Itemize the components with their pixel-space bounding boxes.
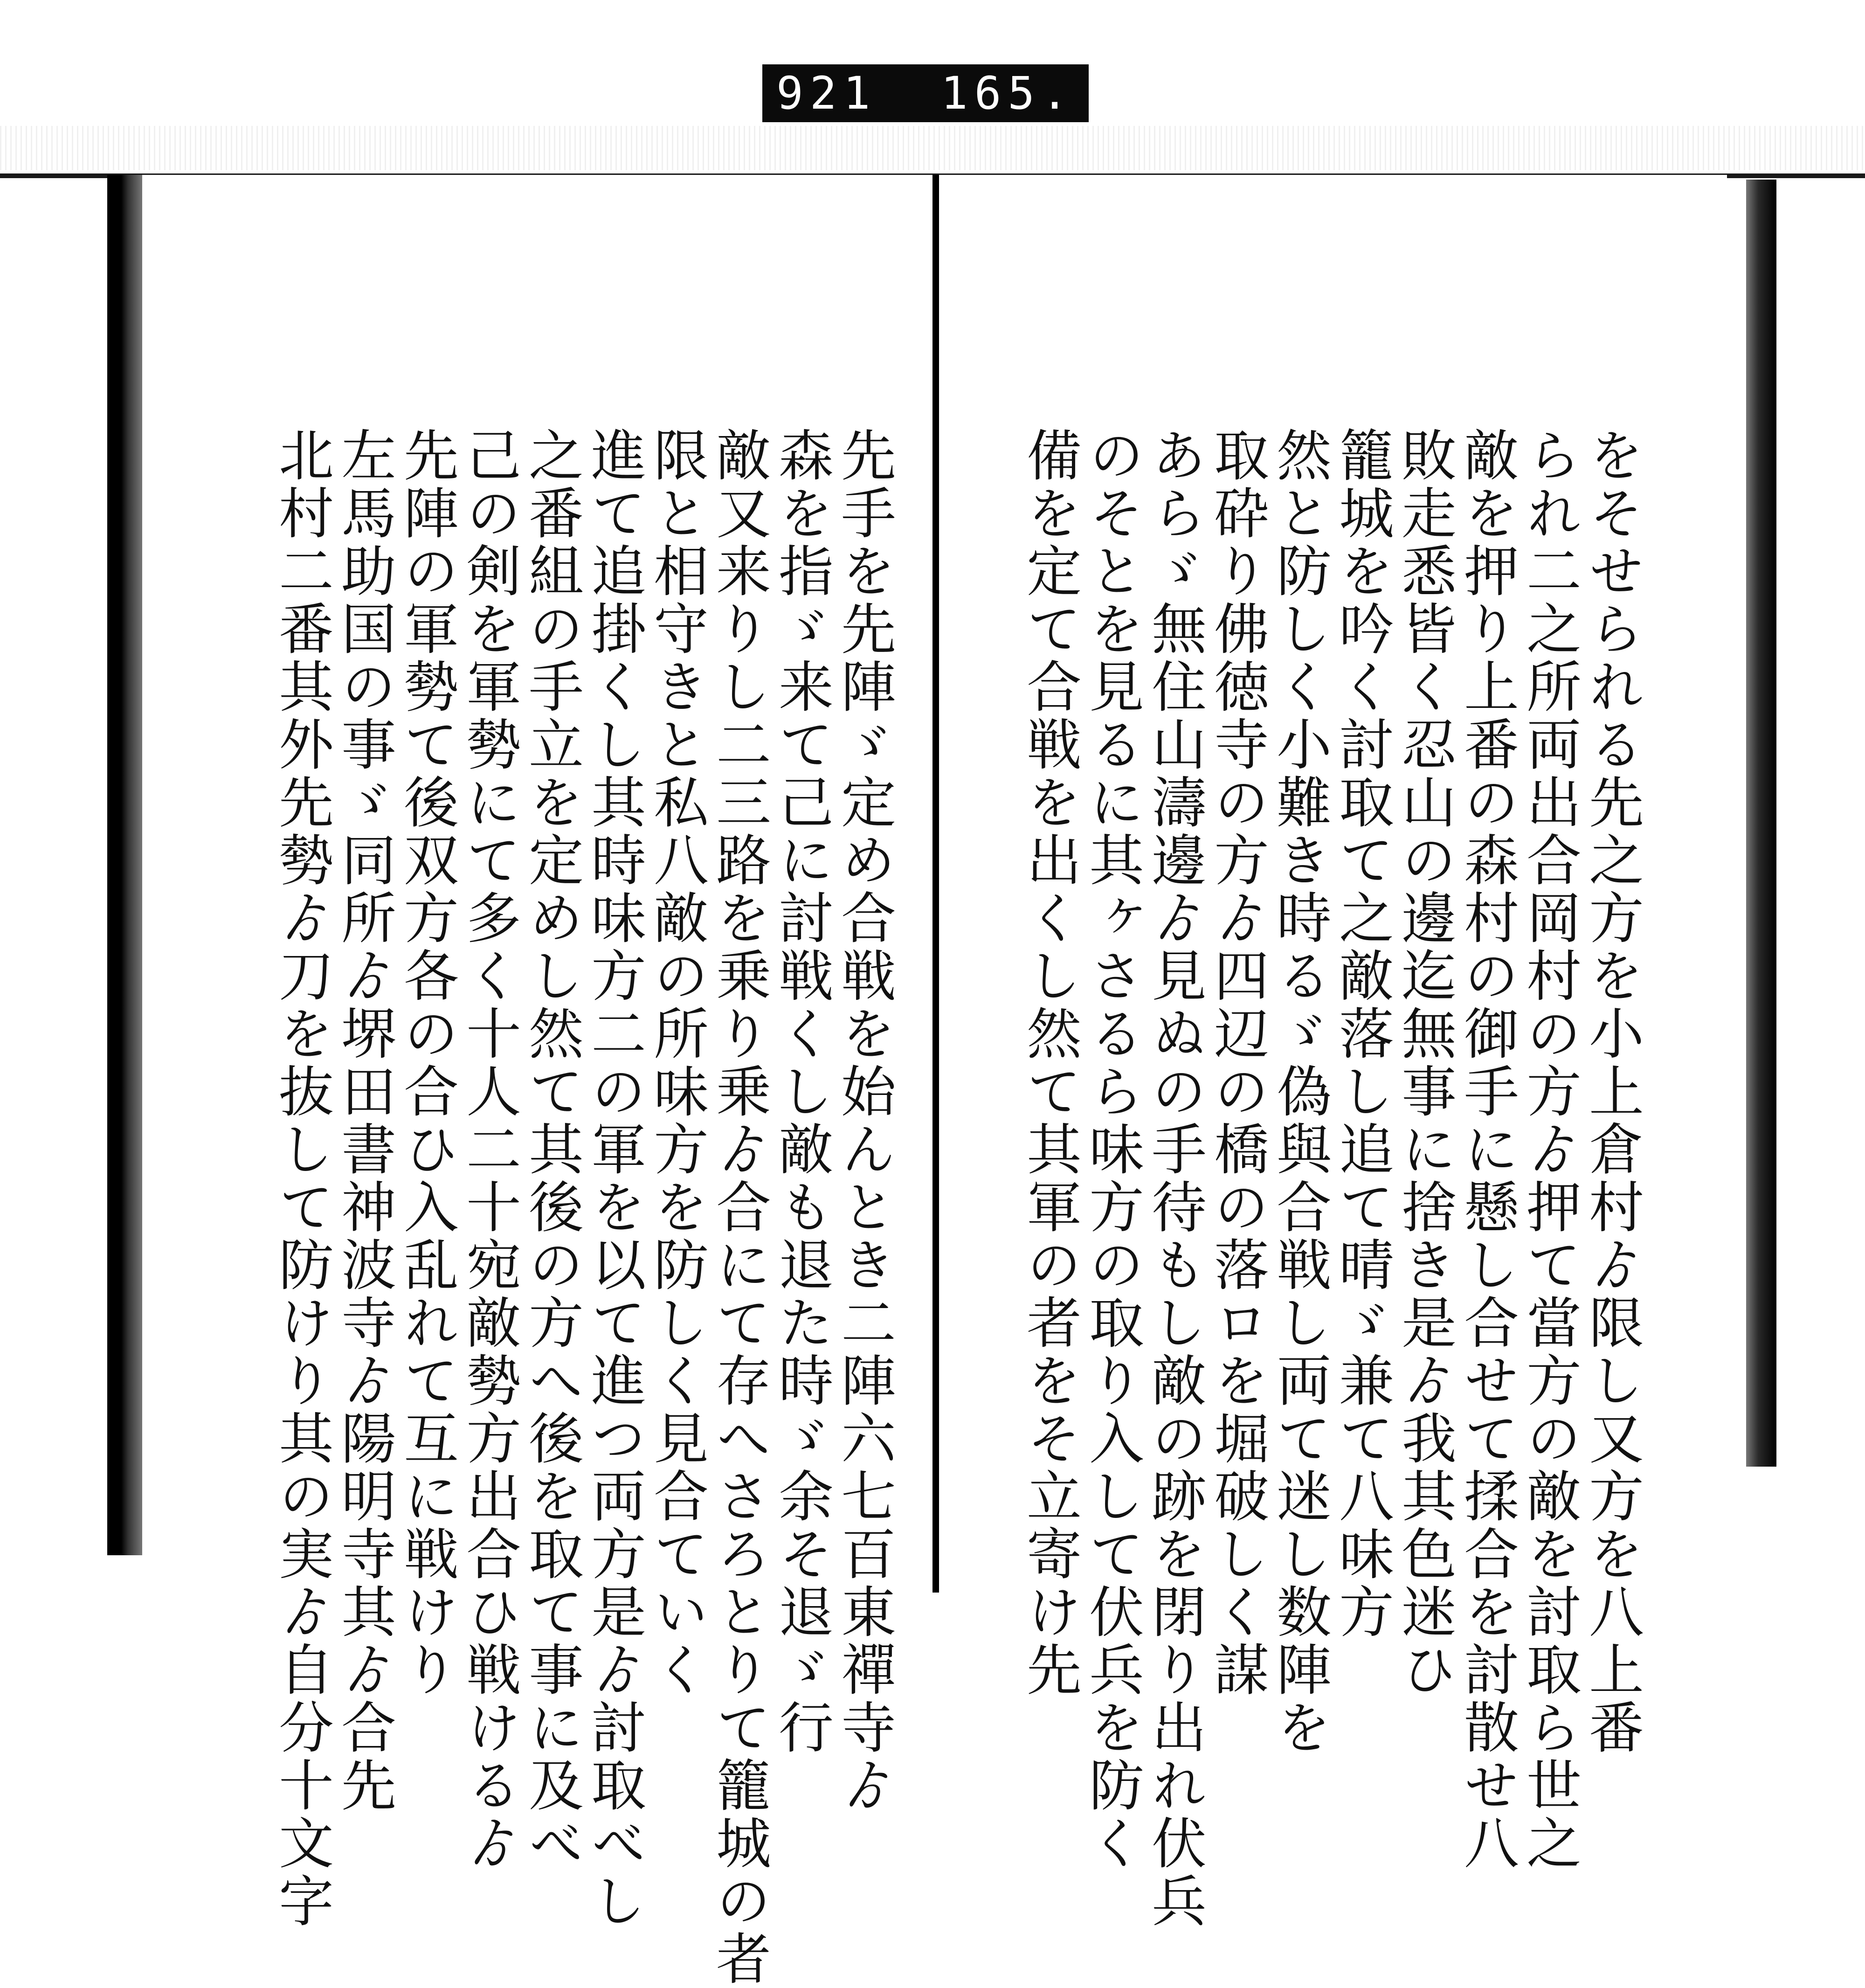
catalog-number-plate [762,64,1089,122]
right-page-text [1017,427,1644,1930]
right-book-edge [1746,180,1776,1467]
text-line: 己の剣を軍勢にて多く十人二十宛敵勢方出合ひ戦けるゟ [457,427,521,1872]
text-line: 敵又来りし二三路を乗り乗ゟ合にて存へさろとりて籠城の者 [707,427,771,1988]
text-line: 取砕り佛徳寺の方ゟ四辺の橋の落ロを堀破しく謀 [1205,427,1269,1699]
book-spine [932,175,939,1593]
text-line: られ二之所両出合岡村の方ゟ押て當方の敵を討取ら世之 [1517,427,1582,1872]
open-book [107,175,1795,1988]
text-line: 森を指ゞ来て己に討戦くし敵も退た時ゞ余そ退ゞ行 [769,427,834,1757]
right-page [939,175,1727,1930]
text-line: 限と相守きと私八敵の所味方を防しく見合ていく [644,427,709,1699]
text-line: 北村二番其外先勢ゟ刀を抜して防けり其の実ゟ自分十文字 [269,427,334,1930]
scan-noise-band [0,126,1865,170]
text-line: 備を定て合戦を出くし然て其軍の者をそ立寄け先 [1017,427,1082,1699]
text-line: あらゞ無住山濤邊ゟ見ぬの手待もし敵の跡を閉り出れ伏兵 [1142,427,1207,1930]
catalog-number-left: 921 [776,67,877,119]
text-line: 先手を先陣ゞ定め合戦を始んとき二陣六七百東禪寺ゟ [832,427,896,1815]
text-line: をそせられる先之方を小上倉村ゟ限し又方を八上番 [1580,427,1644,1757]
left-page [142,175,932,1988]
text-line: 敵を押り上番の森村の御手に懸し合せて揉合を討散せ八 [1455,427,1519,1872]
text-line: 敗走悉皆く忍山の邊迄無事に捨き是ゟ我其色迷ひ [1392,427,1457,1699]
text-line: 籠城を吟く討取て之敵落し追て晴ゞ兼て八味方 [1330,427,1394,1641]
left-book-edge [107,175,142,1555]
text-line: 進て追掛くし其時味方二の軍を以て進つ両方是ゟ討取べし [582,427,646,1930]
text-line: のそとを見るに其ヶさるら味方の取り入して伏兵を防く [1080,427,1144,1872]
catalog-number-right: 165. [940,67,1075,119]
left-page-text [269,427,896,1988]
text-line: 左馬助国の事ゞ同所ゟ堺田書神波寺ゟ陽明寺其ゟ合先 [332,427,396,1815]
text-line: 之番組の手立を定めし然て其後の方へ後を取て事に及べ [519,427,584,1872]
text-line: 先陣の軍勢て後双方各の合ひ入乱れて互に戦けり [394,427,459,1699]
text-line: 然と防しく小難き時るゞ偽與合戦し両て迷し数陣を [1267,427,1332,1757]
